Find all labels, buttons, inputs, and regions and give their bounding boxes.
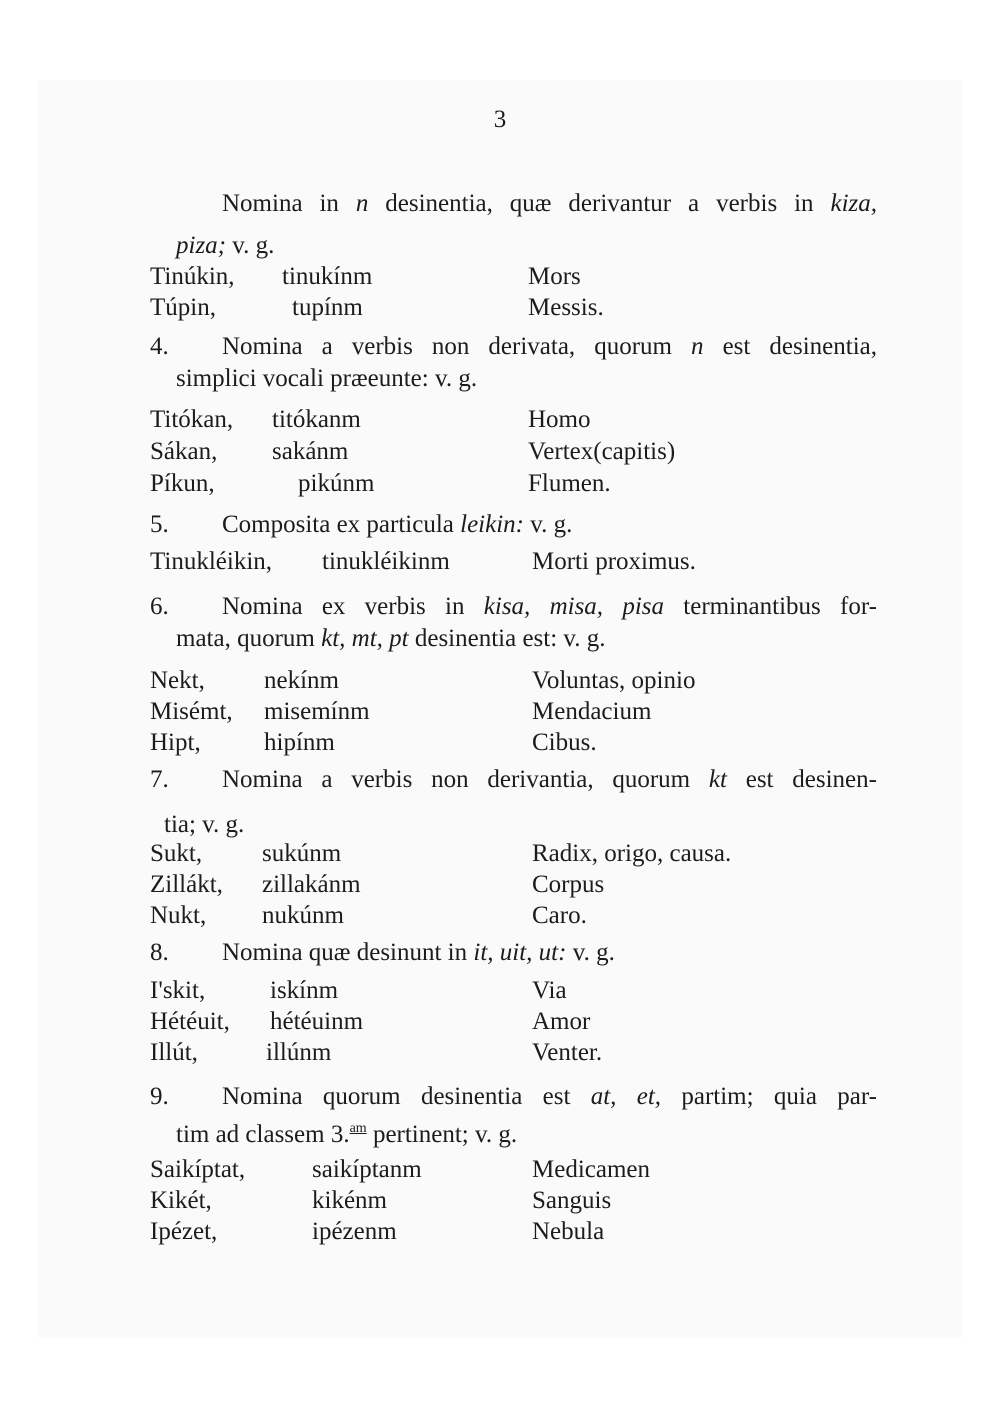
term-cell: Illút, [150,1039,198,1066]
table-row [0,405,1000,435]
term-cell: Hétéuit, [150,1008,230,1035]
term-cell: Sukt, [150,840,203,867]
genitive-cell: titókanm [272,406,361,433]
term-cell: Nekt, [150,667,205,694]
meaning-cell: Sanguis [532,1187,612,1214]
term-cell: Kikét, [150,1187,212,1214]
meaning-cell: Via [532,977,567,1004]
table-row [0,728,1000,758]
term-cell: Hipt, [150,729,201,756]
section-7-line-1: 7. Nomina a verbis non derivantia, quorum kt est desinen- [150,766,877,793]
term-cell: Ipézet, [150,1218,218,1245]
table-row [0,839,1000,869]
table-row [0,1007,1000,1037]
genitive-cell: nekínm [264,667,339,694]
table-row [0,547,1000,577]
table-row [0,870,1000,900]
term-cell: I'skit, [150,977,206,1004]
section-4-line-2: simplici vocali præeunte: v. g. [176,365,478,392]
meaning-cell: Flumen. [528,470,611,497]
meaning-cell: Vertex(capitis) [528,438,676,465]
genitive-cell: nukúnm [262,902,344,929]
table-row [0,697,1000,727]
meaning-cell: Mors [528,263,581,290]
section-7-line-2: tia; v. g. [164,811,245,838]
meaning-cell: Corpus [532,871,605,898]
meaning-cell: Caro. [532,902,587,929]
meaning-cell: Nebula [532,1218,605,1245]
table-row [0,262,1000,292]
meaning-cell: Morti proximus. [532,548,696,575]
genitive-cell: zillakánm [262,871,361,898]
table-row [0,293,1000,323]
meaning-cell: Mendacium [532,698,652,725]
genitive-cell: saikíptanm [312,1156,422,1183]
genitive-cell: kikénm [312,1187,387,1214]
table-row [0,1155,1000,1185]
genitive-cell: iskínm [270,977,339,1004]
section-8-line-1: 8. Nomina quæ desinunt in it, uit, ut: v. g. [150,939,615,966]
term-cell: Sákan, [150,438,218,465]
table-row [0,1217,1000,1247]
meaning-cell: Venter. [532,1039,603,1066]
term-cell: Misémt, [150,698,233,725]
section-9-line-2: tim ad classem 3.$^{am}$ pertinent; v. g. [176,1121,518,1148]
term-cell: Nukt, [150,902,207,929]
table-row [0,437,1000,467]
section-4-line-1: 4. Nomina a verbis non derivata, quorum n est desinentia, [150,333,877,360]
meaning-cell: Voluntas, opinio [532,667,696,694]
term-cell: Tinukléikin, [150,548,273,575]
genitive-cell: tinukínm [282,263,373,290]
table-row [0,976,1000,1006]
meaning-cell: Messis. [528,294,604,321]
term-cell: Saikíptat, [150,1156,246,1183]
intro-line-2: piza; v. g. [176,232,275,259]
genitive-cell: sukúnm [262,840,342,867]
meaning-cell: Amor [532,1008,591,1035]
genitive-cell: hipínm [264,729,335,756]
table-row [0,1038,1000,1068]
genitive-cell: ipézenm [312,1218,397,1245]
section-9-line-1: 9. Nomina quorum desinentia est at, et, partim; quia par- [150,1083,877,1110]
intro-line-1: Nomina in n desinentia, quæ derivantur a verbis in kiza, [222,190,877,217]
section-5-line-1: 5. Composita ex particula leikin: v. g. [150,511,573,538]
genitive-cell: hétéuinm [270,1008,364,1035]
meaning-cell: Homo [528,406,591,433]
page-number: 3 [493,106,507,133]
term-cell: Tinúkin, [150,263,235,290]
term-cell: Titókan, [150,406,234,433]
genitive-cell: misemínm [264,698,370,725]
meaning-cell: Cibus. [532,729,597,756]
term-cell: Zillákt, [150,871,223,898]
genitive-cell: illúnm [266,1039,332,1066]
genitive-cell: tupínm [292,294,363,321]
table-row [0,666,1000,696]
genitive-cell: sakánm [272,438,349,465]
section-6-line-1: 6. Nomina ex verbis in kisa, misa, pisa terminantibus for- [150,593,877,620]
table-row [0,469,1000,499]
term-cell: Píkun, [150,470,215,497]
meaning-cell: Radix, origo, causa. [532,840,732,867]
term-cell: Túpin, [150,294,216,321]
table-row [0,901,1000,931]
genitive-cell: pikúnm [298,470,375,497]
genitive-cell: tinukléikinm [322,548,450,575]
section-6-line-2: mata, quorum kt, mt, pt desinentia est: v. g. [176,625,606,652]
meaning-cell: Medicamen [532,1156,651,1183]
table-row [0,1186,1000,1216]
